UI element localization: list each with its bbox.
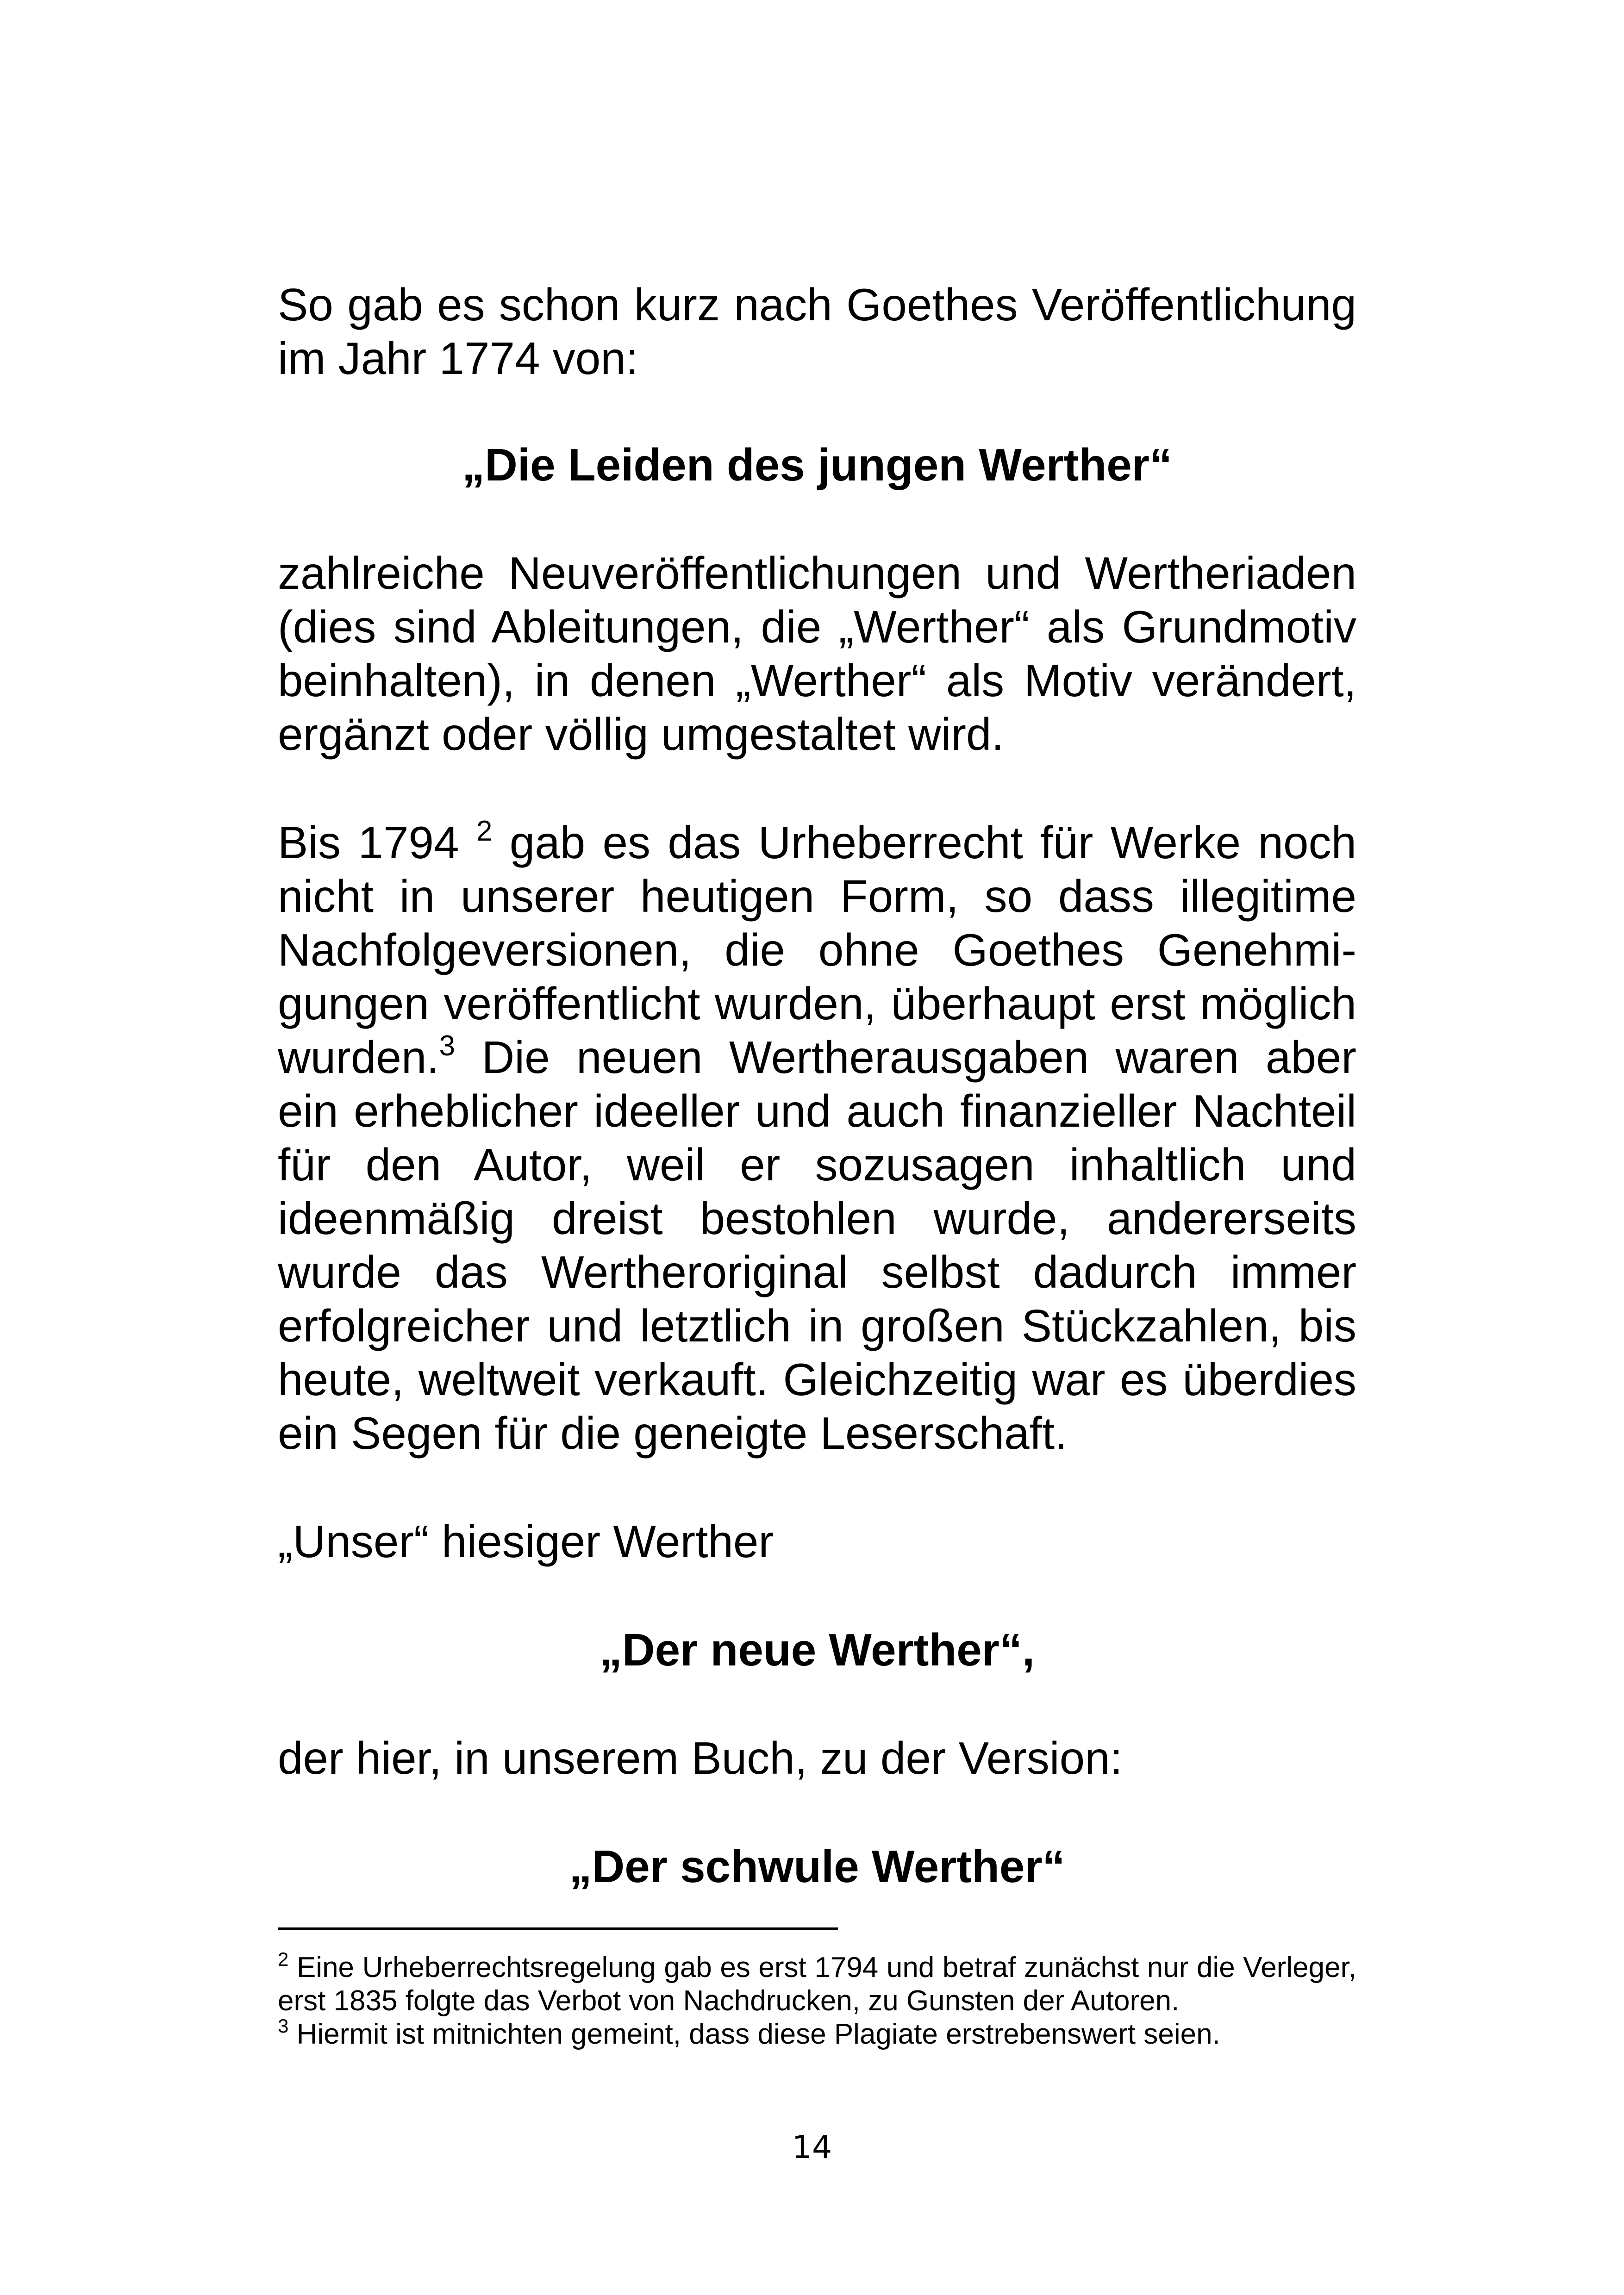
footnote-reference-3[interactable]: 3 bbox=[439, 1030, 456, 1062]
footnote-3 bbox=[278, 2015, 1356, 2051]
page-number: 14 bbox=[792, 2129, 832, 2166]
footnote-mark-2: 2 bbox=[278, 1948, 289, 1970]
paragraph-copyright-end: Die neuen Wertherausgaben waren aber ein erheblicher ideeller und auch finanzieller Nachteil für den Autor, weil er sozusagen inhaltlich und ideenmäßig dreist bestohlen wurde, andererseits wurde das Wertheroriginal selbst dadurch immer erfolgreicher und letztlich in großen Stückzahlen, bis heute, weltweit verkauft. Gleichzeitig war es überdies ein Segen für die geneigte Leserschaft. bbox=[278, 1032, 1356, 1459]
page-body bbox=[278, 278, 1356, 1893]
footnote-text-3: Hiermit ist mitnichten gemeint, dass diese Plagiate erstrebenswert seien. bbox=[288, 2018, 1220, 2050]
paragraph-intro: So gab es schon kurz nach Goethes Veröffentlichung im Jahr 1774 von: bbox=[278, 279, 1356, 384]
paragraph-copyright bbox=[278, 816, 1356, 1460]
paragraph-copyright-start: Bis 1794 bbox=[278, 817, 476, 868]
footnotes bbox=[278, 1948, 1356, 2051]
book-title-new: „Der neue Werther“, bbox=[599, 1624, 1035, 1675]
paragraph-copyright-middle: gab es das Urheberrecht für Werke noch nicht in unserer heutigen Form, so dass illegitime Nachfolgeversionen, die ohne Goethes Genehmigungen veröffentlicht wurden, überhaupt erst möglich wurden. bbox=[278, 817, 1356, 1083]
paragraph-version: der hier, in unserem Buch, zu der Version: bbox=[278, 1733, 1123, 1784]
footnote-text-2: Eine Urheberrechtsregelung gab es erst 1794 und betraf zunächst nur die Verleger, erst 1835 folgte das Verbot von Nachdrucken, zu Gunsten der Autoren. bbox=[278, 1952, 1356, 2017]
paragraph-wertheriaden: zahlreiche Neuveröffentlichungen und Wertheriaden (dies sind Ableitungen, die „Werther“ als Grundmotiv beinhalten), in denen „Werther“ als Motiv verändert, ergänzt oder völlig umgestaltet wird. bbox=[278, 548, 1356, 760]
book-title-original: „Die Leiden des jungen Werther“ bbox=[462, 439, 1172, 490]
footnote-separator bbox=[278, 1927, 838, 1930]
footnote-2 bbox=[278, 1948, 1356, 2018]
book-title-gay: „Der schwule Werther“ bbox=[569, 1841, 1065, 1892]
paragraph-unser-werther: „Unser“ hiesiger Werther bbox=[278, 1516, 774, 1567]
footnote-reference-2[interactable]: 2 bbox=[476, 815, 493, 847]
footnote-mark-3: 3 bbox=[278, 2015, 289, 2037]
